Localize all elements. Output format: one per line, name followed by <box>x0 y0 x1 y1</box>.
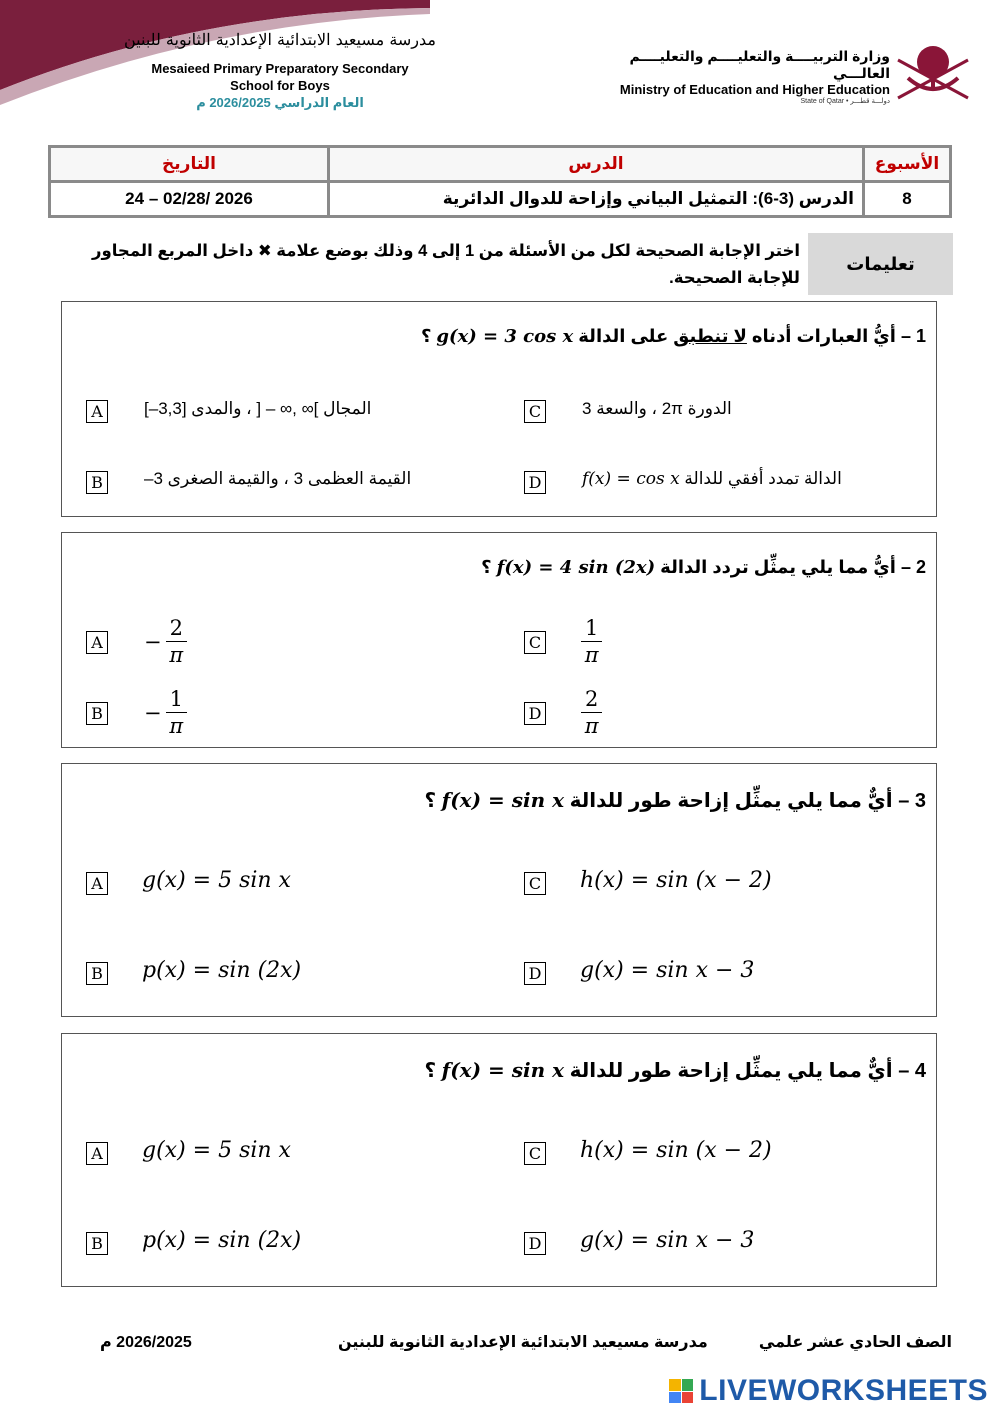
question-4-end: ؟ <box>424 1060 442 1082</box>
q3-option-a-text: g(x) = 5 sin x <box>142 868 291 893</box>
ministry-name-english: Ministry of Education and Higher Education <box>619 82 890 97</box>
liveworksheets-logo-icon <box>669 1379 693 1403</box>
footer-year: 2026/2025 م <box>100 1334 192 1351</box>
question-2-prefix: 2 – أيُّ مما يلي يمثِّل تردد الدالة <box>655 557 926 577</box>
question-4-title <box>424 1058 926 1083</box>
q4-option-a-checkbox[interactable]: A <box>86 1142 108 1165</box>
q2-option-a-fraction <box>144 615 187 668</box>
q4-option-a-text: g(x) = 5 sin x <box>142 1138 291 1163</box>
q2-option-b-sign: − <box>144 700 162 725</box>
footer-grade: الصف الحادي عشر علمي <box>758 1334 952 1351</box>
q1-option-c-checkbox[interactable]: C <box>524 400 546 423</box>
school-name-english <box>140 60 420 94</box>
question-1-title <box>421 326 926 347</box>
academic-year: العام الدراسي 2026/2025 م <box>196 95 364 110</box>
instructions-text: اختر الإجابة الصحيحة لكل من الأسئلة من 1 إلى 4 وذلك بوضع علامة ✖ داخل المربع المجاور للإجابة الصحيحة. <box>91 242 800 287</box>
q2-option-b-numerator: 1 <box>166 686 187 713</box>
q4-option-b-text: p(x) = sin (2x) <box>142 1228 302 1253</box>
q2-option-c-denominator: π <box>584 643 599 667</box>
question-3-math: f(x) = sin x <box>441 788 565 812</box>
q4-option-d-checkbox[interactable]: D <box>524 1232 546 1255</box>
question-1-emphasis: لا تنطبق <box>673 326 747 346</box>
school-name-english-line1: Mesaieed Primary Preparatory Secondary <box>151 61 409 76</box>
q3-option-c-checkbox[interactable]: C <box>524 872 546 895</box>
question-3-end: ؟ <box>424 790 442 812</box>
q2-option-a-checkbox[interactable]: A <box>86 631 108 654</box>
q3-option-d-checkbox[interactable]: D <box>524 962 546 985</box>
q2-option-d-denominator: π <box>584 714 599 738</box>
q1-option-a-checkbox[interactable]: A <box>86 400 108 423</box>
lesson-info-table <box>48 145 952 218</box>
question-3-prefix: 3 – أيٌّ مما يلي يمثِّل إزاحة طور للدالة <box>564 790 926 812</box>
question-1-math: g(x) = 3 cos x <box>436 326 574 347</box>
question-3-title <box>424 788 926 813</box>
q2-option-c-fraction <box>577 615 602 668</box>
date-value: 2026 /02/28 – 24 <box>50 182 329 217</box>
question-1-prefix: 1 – أيُّ العبارات أدناه <box>746 326 926 346</box>
q2-option-c-numerator: 1 <box>581 615 602 642</box>
ministry-block <box>570 48 890 105</box>
liveworksheets-watermark <box>669 1374 988 1408</box>
question-4-box <box>61 1033 937 1287</box>
school-name-english-line2: School for Boys <box>230 78 330 93</box>
question-2-end: ؟ <box>481 557 497 577</box>
lesson-value: الدرس (3-6): التمثيل البياني وإزاحة للدوال الدائرية <box>329 182 864 217</box>
q2-option-b-fraction <box>144 686 187 739</box>
question-1-end: ؟ <box>420 326 437 346</box>
q1-option-b-text: القيمة العظمى 3 ، والقيمة الصغرى 3– <box>144 469 412 488</box>
q3-option-b-text: p(x) = sin (2x) <box>142 958 302 983</box>
q1-option-d-arabic: الدالة تمدد أفقي للدالة <box>684 469 842 488</box>
q2-option-b-denominator: π <box>169 714 184 738</box>
q2-option-a-denominator: π <box>169 643 184 667</box>
state-label: State of Qatar • دولـــة قطـــر <box>800 98 890 105</box>
q1-option-d-math: f(x) = cos x <box>582 469 680 489</box>
qatar-emblem-icon <box>894 38 972 104</box>
question-2-math: f(x) = 4 sin (2x) <box>496 557 656 578</box>
school-name-arabic: مدرسة مسيعيد الابتدائية الإعدادية الثانوية للبنين <box>123 30 436 49</box>
lesson-header: الدرس <box>329 147 864 182</box>
q2-option-a-numerator: 2 <box>166 615 187 642</box>
q4-option-b-checkbox[interactable]: B <box>86 1232 108 1255</box>
question-2-box <box>61 532 937 748</box>
q2-option-a-sign: − <box>144 629 162 654</box>
q2-option-c-checkbox[interactable]: C <box>524 631 546 654</box>
q4-option-d-text: g(x) = sin x − 3 <box>580 1228 755 1253</box>
q2-option-d-fraction <box>577 686 602 739</box>
question-4-math: f(x) = sin x <box>441 1058 565 1082</box>
question-1-box <box>61 301 937 517</box>
question-1-suffix: على الدالة <box>573 326 674 346</box>
q1-option-b-checkbox[interactable]: B <box>86 471 108 494</box>
q4-option-c-checkbox[interactable]: C <box>524 1142 546 1165</box>
question-4-prefix: 4 – أيٌّ مما يلي يمثِّل إزاحة طور للدالة <box>564 1060 926 1082</box>
q2-option-d-checkbox[interactable]: D <box>524 702 546 725</box>
question-3-box <box>61 763 937 1017</box>
week-value: 8 <box>864 182 951 217</box>
week-header: الأسبوع <box>864 147 951 182</box>
q2-option-b-checkbox[interactable]: B <box>86 702 108 725</box>
q1-option-d-text <box>582 469 842 489</box>
q2-option-d-numerator: 2 <box>581 686 602 713</box>
q3-option-d-text: g(x) = sin x − 3 <box>580 958 755 983</box>
q4-option-c-text: h(x) = sin (x − 2) <box>580 1138 772 1163</box>
date-header: التاريخ <box>50 147 329 182</box>
ministry-name-arabic: وزارة التربيــــة والتعليــــم والتعليــــم العالـــي <box>629 48 890 81</box>
question-2-title <box>481 557 926 578</box>
q1-option-c-text: الدورة 2π ، والسعة 3 <box>582 399 732 418</box>
q3-option-c-text: h(x) = sin (x − 2) <box>580 868 772 893</box>
q3-option-a-checkbox[interactable]: A <box>86 872 108 895</box>
liveworksheets-text: LIVEWORKSHEETS <box>699 1374 988 1407</box>
q1-option-a-text: المجال ]∞ ,∞ – [ ، والمدى [3,3–] <box>144 399 372 418</box>
footer-school: مدرسة مسيعيد الابتدائية الإعدادية الثانوية للبنين <box>338 1334 708 1351</box>
instructions-label: تعليمات <box>808 233 953 295</box>
q3-option-b-checkbox[interactable]: B <box>86 962 108 985</box>
q1-option-d-checkbox[interactable]: D <box>524 471 546 494</box>
